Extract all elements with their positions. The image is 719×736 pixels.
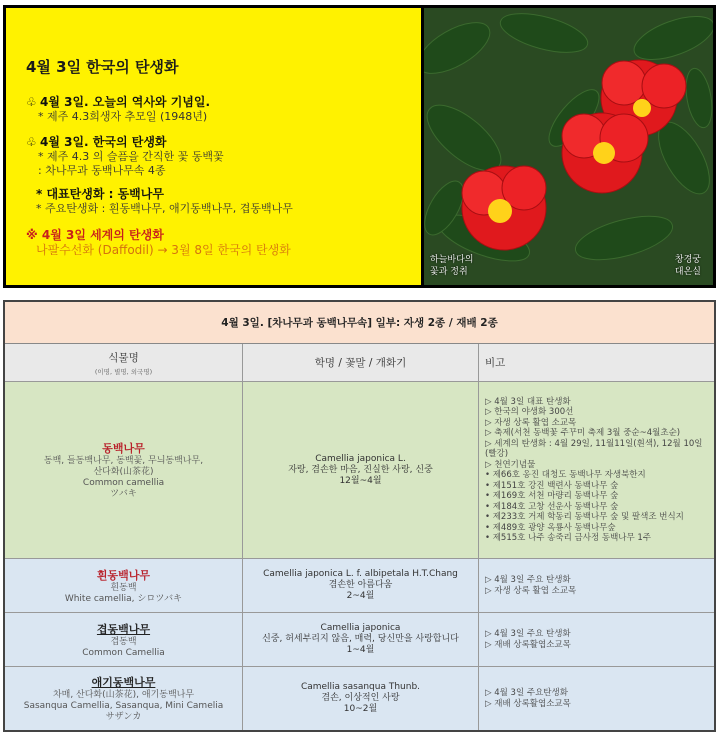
- main-flowers: * 주요탄생화 : 흰동백나무, 애기동백나무, 겹동백나무: [36, 202, 293, 215]
- world-flower-heading: ※ 4월 3일 세계의 탄생화: [26, 228, 164, 242]
- scientific-cell: Camellia japonica L. f. albipetala H.T.Chang 겸손한 아름다움 2~4월: [243, 559, 479, 612]
- world-flower-line: 나팔수선화 (Daffodil) → 3월 8일 한국의 탄생화: [36, 243, 291, 257]
- notes-cell: ▷ 4월 3일 주요 탄생화 ▷ 자생 상록 활엽 소교목: [479, 559, 714, 612]
- table-row: [5, 559, 714, 613]
- scientific-cell: Camellia sasanqua Thunb. 겸손, 이상적인 사랑 10~2월: [243, 667, 479, 730]
- birth-flower-banner: [3, 5, 716, 288]
- history-heading: ♧ 4월 3일. 오늘의 역사와 기념일.: [26, 95, 211, 109]
- table-row: [5, 667, 714, 730]
- history-line: * 제주 4.3희생자 추모일 (1948년): [38, 110, 208, 123]
- camellia-table: [3, 300, 716, 732]
- table-header-row: [5, 344, 714, 382]
- clover-icon: ♧: [26, 95, 37, 109]
- col-scientific-header: 학명 / 꽃말 / 개화기: [243, 344, 479, 381]
- table-row: [5, 382, 714, 559]
- banner-text-panel: [6, 8, 421, 285]
- representative-flower: * 대표탄생화 : 동백나무: [36, 187, 164, 201]
- col-plant-name-header: 식물명 (이명, 별명, 외국명): [5, 344, 243, 381]
- col-notes-header: 비고: [479, 344, 714, 381]
- camellia-illustration: [424, 8, 713, 285]
- notes-cell: ▷ 4월 3일 주요 탄생화 ▷ 재배 상록활엽소교목: [479, 613, 714, 666]
- plant-name-cell: 겹동백나무 겹동백 Common Camellia: [5, 613, 243, 666]
- banner-title: 4월 3일 한국의 탄생화: [26, 58, 179, 76]
- korea-flower-line-2: : 차나무과 동백나무속 4종: [38, 164, 166, 177]
- table-row: [5, 613, 714, 667]
- photo-caption-right: 창경궁 대온실: [674, 255, 701, 277]
- korea-flower-heading: ♧ 4월 3일. 한국의 탄생화: [26, 135, 167, 149]
- plant-name-cell: 흰동백나무 흰동백 White camellia, シロツバキ: [5, 559, 243, 612]
- plant-name-cell: 동백나무 동백, 들동백나무, 동백꽃, 무늬동백나무, 산다화(山茶花) Common camellia ツバキ: [5, 382, 243, 558]
- korea-flower-line-1: * 제주 4.3 의 슬픔을 간직한 꽃 동백꽃: [38, 150, 224, 163]
- scientific-cell: Camellia japonica L. 자랑, 겸손한 마음, 진실한 사랑, 신중 12월~4월: [243, 382, 479, 558]
- camellia-photo: [424, 8, 713, 285]
- table-title: 4월 3일. [차나무과 동백나무속] 일부: 자생 2종 / 재배 2종: [5, 302, 714, 344]
- notes-cell: ▷ 4월 3일 대표 탄생화 ▷ 한국의 야생화 300선 ▷ 자생 상록 활엽 소교목 ▷ 축제(서천 동백꽃 주꾸미 축제 3월 중순~4월초순) ▷ 세계의 탄생화 : 4월 29일, 11월11일(흰색), 12월 10일(빨강) ▷ 천연기념물 • 제66호 옹진 대청도 동백나무 자생북한지 • 제151호 강진 백련사 동백나무 숲 • 제169호 서천 마량리 동백나무 숲 • 제184호 고창 선운사 동백나무 숲 • 제233호 거제 학동리 동백나무 숲 및 팔색조 번식지 • 제489호 광양 옥룡사 동백나무숲 • 제515호 나주 송죽리 금사정 동백나무 1주: [479, 382, 714, 558]
- notes-cell: ▷ 4월 3일 주요탄생화 ▷ 재배 상록활엽소교목: [479, 667, 714, 730]
- plant-name-cell: 애기동백나무 차매, 산다화(山茶花), 애기동백나무 Sasanqua Camellia, Sasanqua, Mini Camelia サザンカ: [5, 667, 243, 730]
- clover-icon: ♧: [26, 135, 37, 149]
- scientific-cell: Camellia japonica 신중, 허세부리지 않음, 매력, 당신만을 사랑합니다 1~4월: [243, 613, 479, 666]
- photo-caption-left: 하늘바다의 꽃과 정취: [430, 255, 474, 277]
